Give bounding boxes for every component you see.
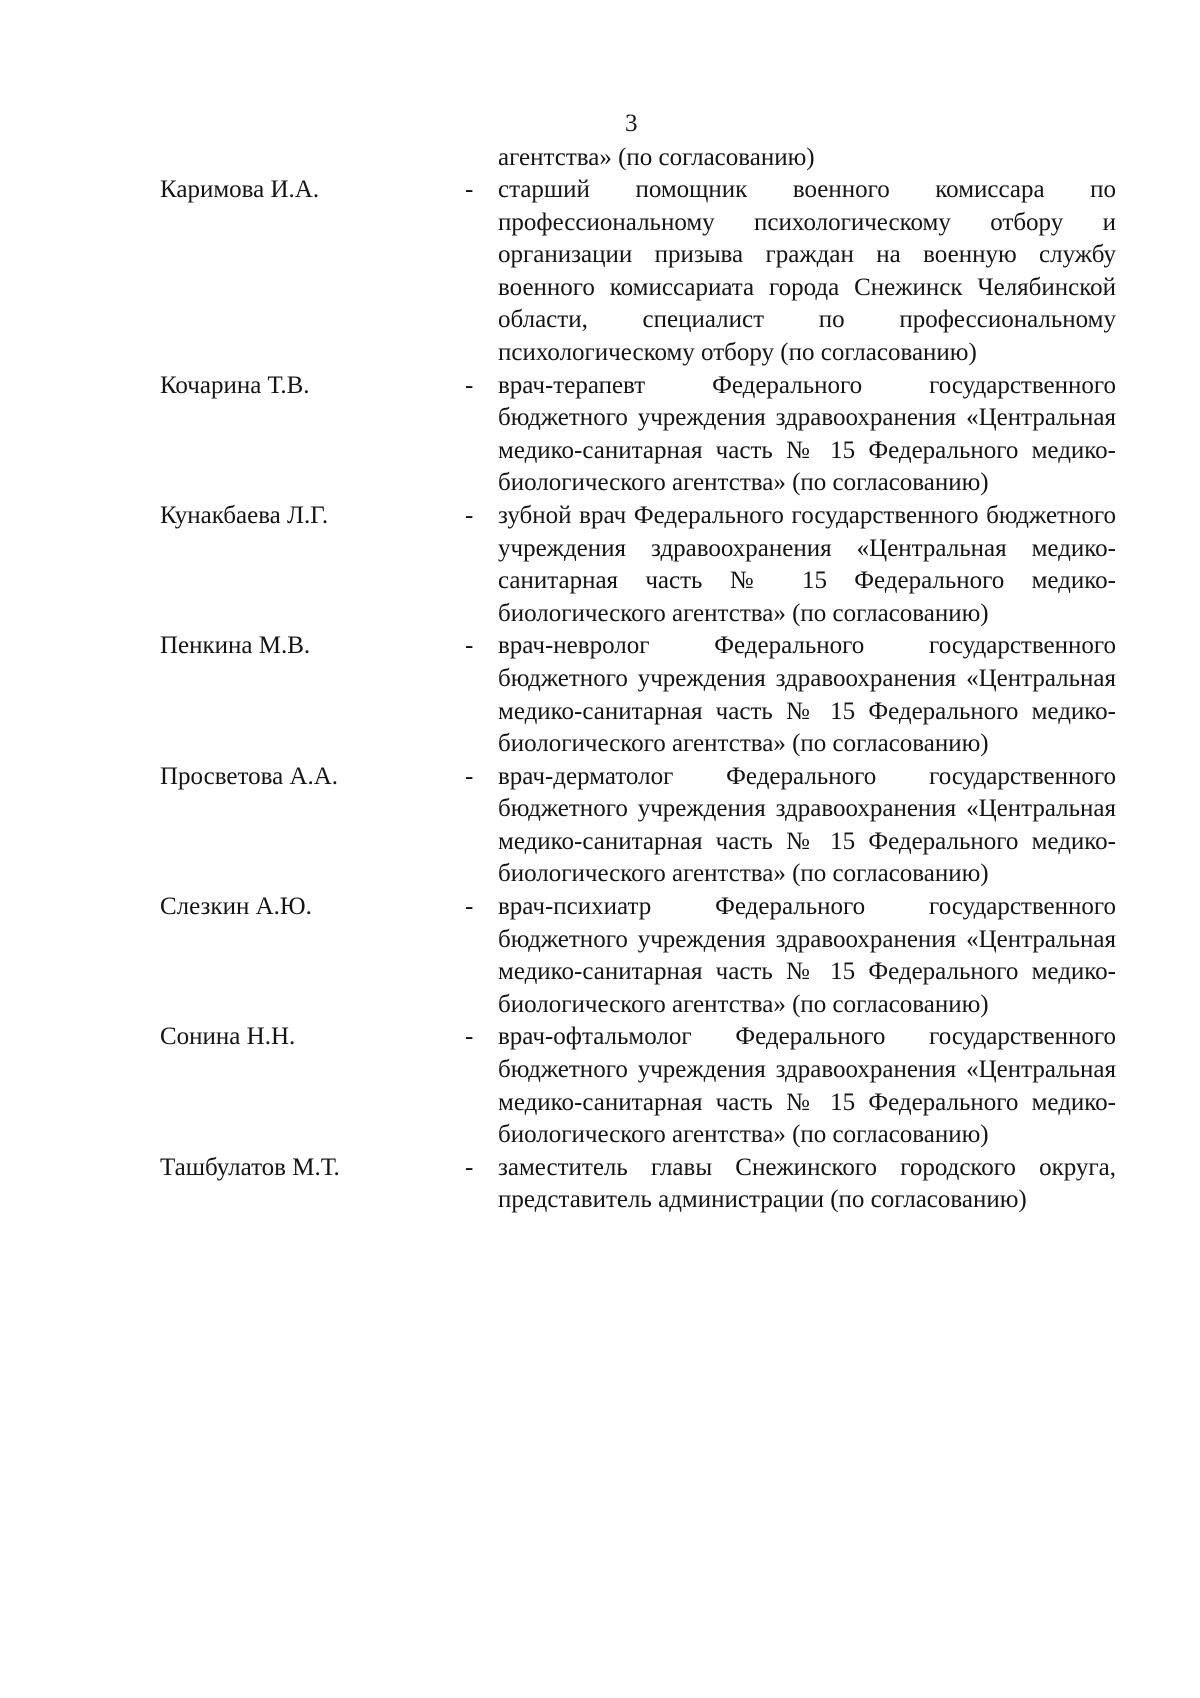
member-entry <box>0 761 1200 891</box>
member-list <box>0 174 1200 1217</box>
member-role: врач-терапевт Федерального государственного бюджетного учреждения здравоохранения «Центральная медико-санитарная часть № 15 Федерального медико-биологического агентства» (по согласованию) <box>498 371 1116 497</box>
member-role: заместитель главы Снежинского городского округа, представитель администрации (по согласованию) <box>498 1153 1116 1214</box>
member-dash: - <box>465 1023 474 1051</box>
member-role: врач-дерматолог Федерального государственного бюджетного учреждения здравоохранения «Центральная медико-санитарная часть № 15 Федерального медико-биологического агентства» (по согласованию) <box>498 762 1116 888</box>
page-number: 3 <box>625 110 638 137</box>
member-name: Ташбулатов М.Т. <box>160 1153 340 1181</box>
member-entry <box>0 174 1200 370</box>
member-role: старший помощник военного комиссара по профессиональному психологическому отбору и организации призыва граждан на военную службу военного комиссариата города Снежинск Челябинской области, специалист по профессиональному психологическому отбору (по согласованию) <box>498 176 1116 366</box>
member-entry <box>0 370 1200 500</box>
member-name: Просветова А.А. <box>160 762 339 790</box>
member-entry <box>0 1021 1200 1151</box>
member-entry <box>0 891 1200 1021</box>
member-name: Пенкина М.В. <box>160 632 311 660</box>
member-dash: - <box>465 632 474 660</box>
member-role: зубной врач Федерального государственного бюджетного учреждения здравоохранения «Центральная медико-санитарная часть № 15 Федерального медико-биологического агентства» (по согласованию) <box>498 501 1116 627</box>
member-name: Кунакбаева Л.Г. <box>160 501 329 529</box>
member-role: врач-психиатр Федерального государственного бюджетного учреждения здравоохранения «Центральная медико-санитарная часть № 15 Федерального медико-биологического агентства» (по согласованию) <box>498 893 1116 1018</box>
member-dash: - <box>465 1153 474 1181</box>
member-role: врач-офтальмолог Федерального государственного бюджетного учреждения здравоохранения «Центральная медико-санитарная часть № 15 Федерального медико-биологического агентства» (по согласованию) <box>498 1023 1116 1149</box>
member-dash: - <box>465 501 474 529</box>
member-entry <box>0 630 1200 760</box>
continuation-text: агентства» (по согласованию) <box>498 144 815 171</box>
member-name: Слезкин А.Ю. <box>160 893 312 921</box>
member-name: Кочарина Т.В. <box>160 371 310 399</box>
member-dash: - <box>465 762 474 790</box>
member-name: Каримова И.А. <box>160 176 320 203</box>
member-entry <box>0 1152 1200 1217</box>
member-name: Сонина Н.Н. <box>160 1023 296 1051</box>
member-role: врач-невролог Федерального государственного бюджетного учреждения здравоохранения «Центральная медико-санитарная часть № 15 Федерального медико-биологического агентства» (по согласованию) <box>498 632 1116 758</box>
member-dash: - <box>465 371 474 399</box>
member-dash: - <box>465 893 474 921</box>
member-entry <box>0 500 1200 630</box>
member-dash: - <box>465 176 474 203</box>
